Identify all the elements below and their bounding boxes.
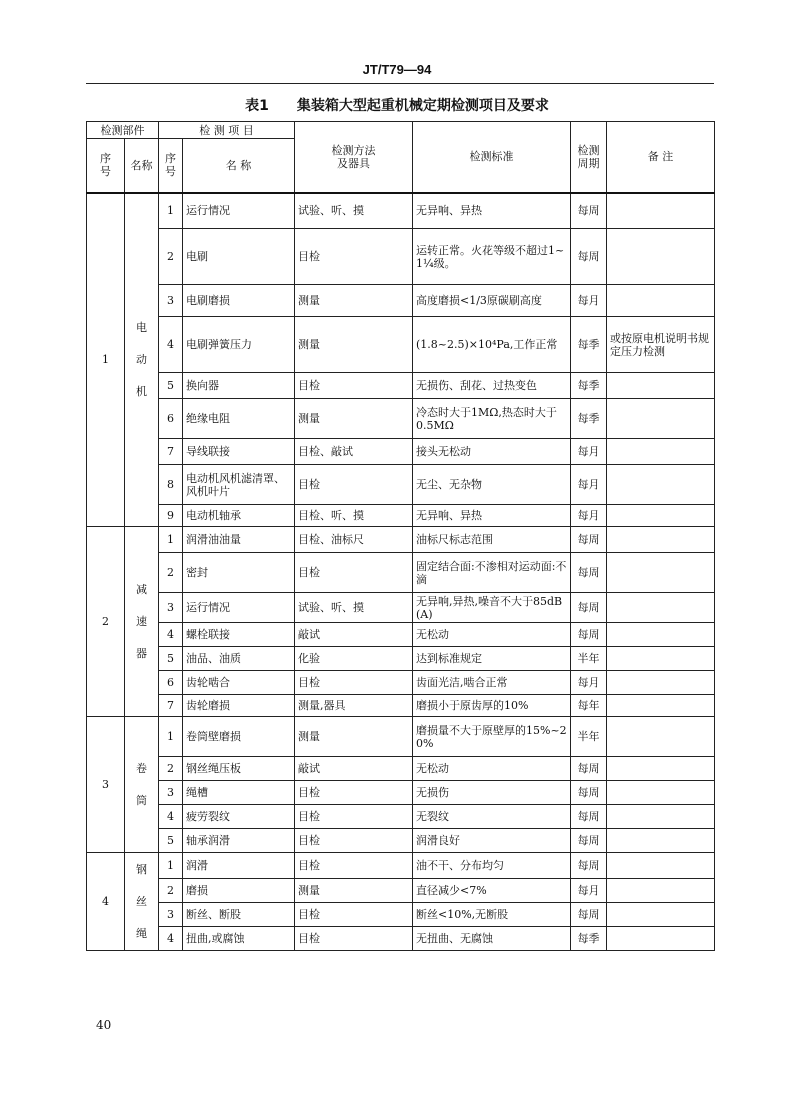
header-method <box>295 122 413 193</box>
item-method: 试验、听、摸 <box>295 593 413 623</box>
table-row <box>87 623 715 647</box>
item-standard: 达到标准规定 <box>413 647 571 671</box>
item-period: 每周 <box>571 229 607 285</box>
item-method: 目检 <box>295 373 413 399</box>
item-remark <box>607 671 715 695</box>
part-name <box>125 853 159 951</box>
header-rule <box>86 83 714 84</box>
item-number: 6 <box>159 671 183 695</box>
item-remark <box>607 853 715 879</box>
item-period: 每周 <box>571 805 607 829</box>
table-row <box>87 505 715 527</box>
item-method: 目检 <box>295 903 413 927</box>
item-name: 电刷弹簧压力 <box>183 317 295 373</box>
item-remark <box>607 829 715 853</box>
item-name: 电动机轴承 <box>183 505 295 527</box>
item-remark <box>607 465 715 505</box>
item-remark <box>607 805 715 829</box>
item-period: 半年 <box>571 647 607 671</box>
table-row <box>87 829 715 853</box>
item-remark <box>607 717 715 757</box>
item-period: 每周 <box>571 903 607 927</box>
item-name: 钢丝绳压板 <box>183 757 295 781</box>
item-number: 7 <box>159 695 183 717</box>
table-row <box>87 879 715 903</box>
item-standard: 无尘、无杂物 <box>413 465 571 505</box>
table-row <box>87 671 715 695</box>
item-method: 目检 <box>295 927 413 951</box>
item-method: 化验 <box>295 647 413 671</box>
item-standard: 无异响、异热 <box>413 193 571 229</box>
item-standard: 冷态时大于1MΩ,热态时大于0.5MΩ <box>413 399 571 439</box>
table-title <box>0 95 794 115</box>
item-remark <box>607 527 715 553</box>
item-number: 5 <box>159 373 183 399</box>
item-method: 目检 <box>295 671 413 695</box>
item-name: 卷筒壁磨损 <box>183 717 295 757</box>
item-standard: 油不干、分布均匀 <box>413 853 571 879</box>
item-method: 目检、油标尺 <box>295 527 413 553</box>
item-standard: 接头无松动 <box>413 439 571 465</box>
item-period: 每周 <box>571 623 607 647</box>
item-standard: 无裂纹 <box>413 805 571 829</box>
header-remark: 备 注 <box>607 122 715 193</box>
item-remark <box>607 879 715 903</box>
item-method: 测量 <box>295 317 413 373</box>
part-name-char: 钢 <box>136 862 147 876</box>
item-standard: 无扭曲、无腐蚀 <box>413 927 571 951</box>
item-method: 目检 <box>295 781 413 805</box>
table-row <box>87 717 715 757</box>
part-name-char: 丝 <box>136 894 147 908</box>
item-number: 2 <box>159 879 183 903</box>
header-item-name: 名 称 <box>183 139 295 193</box>
item-standard: 无松动 <box>413 623 571 647</box>
item-standard: 直径减少<7% <box>413 879 571 903</box>
item-method: 敲试 <box>295 623 413 647</box>
item-period: 每周 <box>571 781 607 805</box>
item-name: 运行情况 <box>183 193 295 229</box>
part-name-char: 减 <box>136 582 147 596</box>
item-number: 2 <box>159 553 183 593</box>
item-name: 润滑油油量 <box>183 527 295 553</box>
item-name: 齿轮磨损 <box>183 695 295 717</box>
item-standard: 无损伤 <box>413 781 571 805</box>
item-name: 运行情况 <box>183 593 295 623</box>
item-number: 3 <box>159 593 183 623</box>
item-method: 目检、敲试 <box>295 439 413 465</box>
header-item-no <box>159 139 183 193</box>
item-period: 每年 <box>571 695 607 717</box>
item-method: 测量 <box>295 717 413 757</box>
part-number: 3 <box>87 717 125 853</box>
item-number: 5 <box>159 829 183 853</box>
part-name-char: 机 <box>136 384 147 398</box>
item-number: 6 <box>159 399 183 439</box>
item-period: 每月 <box>571 505 607 527</box>
item-standard: 固定结合面:不渗相对运动面:不滴 <box>413 553 571 593</box>
item-remark <box>607 757 715 781</box>
part-number: 2 <box>87 527 125 717</box>
item-number: 1 <box>159 853 183 879</box>
part-name-char: 动 <box>136 352 147 366</box>
item-period: 半年 <box>571 717 607 757</box>
item-number: 9 <box>159 505 183 527</box>
item-number: 1 <box>159 717 183 757</box>
item-name: 疲劳裂纹 <box>183 805 295 829</box>
item-method: 目检 <box>295 853 413 879</box>
table-row <box>87 853 715 879</box>
item-remark <box>607 903 715 927</box>
item-period: 每月 <box>571 879 607 903</box>
item-number: 8 <box>159 465 183 505</box>
item-remark <box>607 193 715 229</box>
part-name <box>125 193 159 527</box>
item-standard: 断丝<10%,无断股 <box>413 903 571 927</box>
table-row <box>87 927 715 951</box>
item-standard: (1.8~2.5)×10⁴Pa,工作正常 <box>413 317 571 373</box>
item-remark <box>607 373 715 399</box>
table-row <box>87 465 715 505</box>
inspection-table <box>86 121 715 951</box>
item-name: 油品、油质 <box>183 647 295 671</box>
part-name-char: 绳 <box>136 926 147 940</box>
header-part-no <box>87 139 125 193</box>
item-method: 测量,器具 <box>295 695 413 717</box>
table-row <box>87 399 715 439</box>
item-name: 导线联接 <box>183 439 295 465</box>
item-method: 目检 <box>295 465 413 505</box>
item-number: 1 <box>159 527 183 553</box>
table-row <box>87 757 715 781</box>
item-remark <box>607 229 715 285</box>
item-name: 电动机风机滤清罩、风机叶片 <box>183 465 295 505</box>
item-remark <box>607 781 715 805</box>
header-item-no-1: 序 <box>165 152 176 166</box>
header-method-line2: 及器具 <box>337 156 370 170</box>
part-name <box>125 717 159 853</box>
item-method: 目检 <box>295 829 413 853</box>
item-period: 每周 <box>571 829 607 853</box>
table-row <box>87 285 715 317</box>
item-name: 润滑 <box>183 853 295 879</box>
item-number: 5 <box>159 647 183 671</box>
item-name: 磨损 <box>183 879 295 903</box>
item-period: 每季 <box>571 373 607 399</box>
table-row <box>87 317 715 373</box>
item-number: 2 <box>159 229 183 285</box>
item-standard: 无损伤、刮花、过热变色 <box>413 373 571 399</box>
item-standard: 油标尺标志范围 <box>413 527 571 553</box>
item-period: 每周 <box>571 527 607 553</box>
item-period: 每周 <box>571 553 607 593</box>
table-row <box>87 439 715 465</box>
item-remark <box>607 505 715 527</box>
item-method: 目检 <box>295 805 413 829</box>
item-number: 1 <box>159 193 183 229</box>
item-standard: 磨损量不大于原壁厚的15%~20% <box>413 717 571 757</box>
item-method: 目检 <box>295 553 413 593</box>
header-part-no-2: 号 <box>100 165 111 179</box>
part-name-char: 电 <box>136 320 147 334</box>
part-name-char: 筒 <box>136 793 147 807</box>
item-remark <box>607 623 715 647</box>
item-standard: 润滑良好 <box>413 829 571 853</box>
item-name: 密封 <box>183 553 295 593</box>
item-number: 3 <box>159 781 183 805</box>
item-remark <box>607 399 715 439</box>
item-remark <box>607 647 715 671</box>
item-standard: 无异响、异热 <box>413 505 571 527</box>
item-period: 每月 <box>571 285 607 317</box>
item-number: 4 <box>159 805 183 829</box>
table-row <box>87 781 715 805</box>
header-period-line2: 周期 <box>577 156 600 170</box>
item-name: 扭曲,或腐蚀 <box>183 927 295 951</box>
item-name: 断丝、断股 <box>183 903 295 927</box>
item-name: 齿轮啮合 <box>183 671 295 695</box>
item-name: 换向器 <box>183 373 295 399</box>
item-name: 绳槽 <box>183 781 295 805</box>
header-item: 检 测 项 目 <box>159 122 295 139</box>
item-standard: 齿面光洁,啮合正常 <box>413 671 571 695</box>
item-name: 螺栓联接 <box>183 623 295 647</box>
table-row <box>87 805 715 829</box>
item-remark <box>607 439 715 465</box>
item-method: 测量 <box>295 285 413 317</box>
item-number: 4 <box>159 623 183 647</box>
table-row <box>87 229 715 285</box>
table-row <box>87 373 715 399</box>
item-name: 电刷 <box>183 229 295 285</box>
table-row <box>87 193 715 229</box>
item-number: 7 <box>159 439 183 465</box>
item-remark <box>607 695 715 717</box>
item-method: 测量 <box>295 879 413 903</box>
header-period-line1: 检测 <box>577 143 600 157</box>
item-remark <box>607 927 715 951</box>
header-part-name: 名称 <box>125 139 159 193</box>
item-standard: 磨损小于原齿厚的10% <box>413 695 571 717</box>
table-row <box>87 553 715 593</box>
item-method: 目检 <box>295 229 413 285</box>
table-row <box>87 695 715 717</box>
item-remark <box>607 285 715 317</box>
item-name: 绝缘电阻 <box>183 399 295 439</box>
item-remark <box>607 593 715 623</box>
table-row <box>87 527 715 553</box>
item-number: 3 <box>159 903 183 927</box>
item-remark <box>607 553 715 593</box>
table-number: 表1 <box>245 98 269 114</box>
header-standard: 检测标准 <box>413 122 571 193</box>
item-period: 每季 <box>571 399 607 439</box>
part-name-char: 卷 <box>136 761 147 775</box>
item-period: 每月 <box>571 465 607 505</box>
document-code: JT/T79—94 <box>362 62 432 77</box>
header-method-line1: 检测方法 <box>331 143 376 157</box>
item-period: 每季 <box>571 317 607 373</box>
header-item-no-2: 号 <box>165 165 176 179</box>
item-name: 电刷磨损 <box>183 285 295 317</box>
item-period: 每月 <box>571 439 607 465</box>
item-standard: 运转正常。火花等级不超过1~1¼级。 <box>413 229 571 285</box>
item-standard: 无异响,异热,噪音不大于85dB(A) <box>413 593 571 623</box>
item-method: 试验、听、摸 <box>295 193 413 229</box>
item-period: 每月 <box>571 671 607 695</box>
part-name <box>125 527 159 717</box>
page-number: 40 <box>96 1018 112 1032</box>
table-body <box>87 193 715 951</box>
item-period: 每季 <box>571 927 607 951</box>
item-period: 每周 <box>571 193 607 229</box>
table-row <box>87 593 715 623</box>
item-number: 2 <box>159 757 183 781</box>
header-period <box>571 122 607 193</box>
item-remark: 或按原电机说明书规定压力检测 <box>607 317 715 373</box>
item-standard: 高度磨损<1/3原碳刷高度 <box>413 285 571 317</box>
item-standard: 无松动 <box>413 757 571 781</box>
item-number: 3 <box>159 285 183 317</box>
part-name-char: 速 <box>136 614 147 628</box>
part-name-char: 器 <box>136 646 147 660</box>
table-caption: 集装箱大型起重机械定期检测项目及要求 <box>296 98 549 114</box>
item-name: 轴承润滑 <box>183 829 295 853</box>
header-part-no-1: 序 <box>100 152 111 166</box>
part-number: 1 <box>87 193 125 527</box>
item-number: 4 <box>159 317 183 373</box>
item-period: 每周 <box>571 757 607 781</box>
item-method: 测量 <box>295 399 413 439</box>
table-row <box>87 647 715 671</box>
part-number: 4 <box>87 853 125 951</box>
item-period: 每周 <box>571 593 607 623</box>
header-part: 检测部件 <box>87 122 159 139</box>
item-method: 敲试 <box>295 757 413 781</box>
table-row <box>87 903 715 927</box>
item-number: 4 <box>159 927 183 951</box>
item-method: 目检、听、摸 <box>295 505 413 527</box>
item-period: 每周 <box>571 853 607 879</box>
